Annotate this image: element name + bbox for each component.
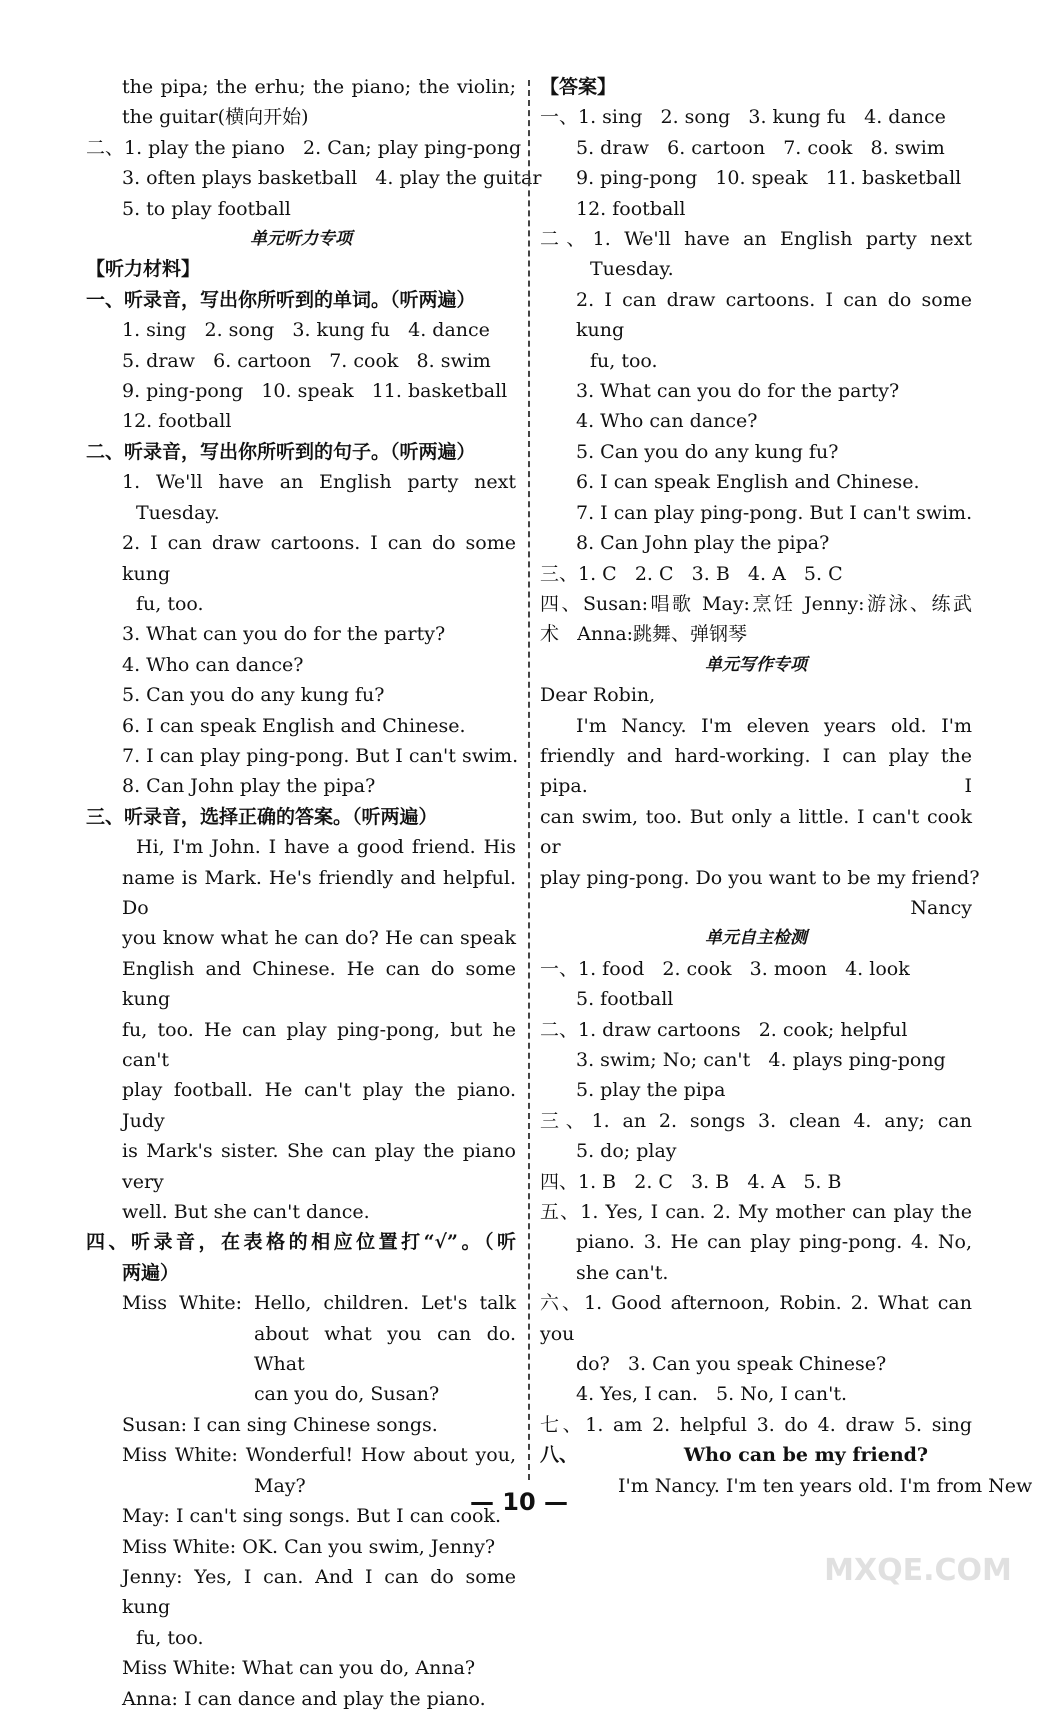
left-line: fu, too. — [136, 1626, 204, 1649]
right-line: 2. I can draw cartoons. I can do some kung — [576, 288, 972, 342]
right-line: 4. Who can dance? — [576, 410, 758, 433]
right-line: 八、 Who can be my friend? — [540, 1444, 929, 1467]
right-line: 8. Can John play the pipa? — [576, 532, 830, 555]
right-line: 3. What can you do for the party? — [576, 380, 900, 403]
right-line: 二、1. draw cartoons 2. cook; helpful — [540, 1018, 908, 1041]
right-line: 7. I can play ping-pong. But I can't swim. — [576, 501, 973, 524]
left-line: 单元听力专项 — [250, 229, 352, 250]
left-line: the pipa; the erhu; the piano; the violin; — [122, 76, 516, 98]
left-line: 二、1. play the piano 2. Can; play ping-pong — [86, 136, 522, 159]
left-line: is Mark's sister. She can play the piano very — [122, 1140, 516, 1193]
left-line: 5. draw 6. cartoon 7. cook 8. swim — [122, 349, 491, 372]
right-line: friendly and hard-working. I can play the pipa. I — [540, 744, 972, 798]
right-line: 单元写作专项 — [705, 654, 807, 675]
left-line: about what you can do. What — [254, 1322, 516, 1376]
left-line: Tuesday. — [136, 501, 220, 524]
left-line: 7. I can play ping-pong. But I can't swim. — [122, 744, 519, 767]
right-line: Nancy — [910, 896, 972, 919]
right-line: 12. football — [576, 197, 686, 220]
right-line: 一、1. food 2. cook 3. moon 4. look — [540, 957, 910, 980]
right-line: 【答案】 — [540, 76, 617, 98]
column-divider — [528, 80, 530, 1480]
left-line: 3. What can you do for the party? — [122, 623, 446, 646]
watermark-logo — [808, 1510, 1028, 1590]
left-line: 四、听录音，在表格的相应位置打“√”。（听 — [86, 1231, 516, 1254]
right-line: can swim, too. But only a little. I can't cook or — [540, 805, 972, 859]
right-line: Dear Robin, — [540, 684, 656, 707]
left-line: 1. sing 2. song 3. kung fu 4. dance — [122, 319, 490, 342]
left-line: you know what he can do? He can speak — [122, 927, 516, 950]
right-line: 七、1. am 2. helpful 3. do 4. draw 5. sing — [540, 1413, 972, 1436]
right-line: play ping-pong. Do you want to be my friend? — [540, 866, 980, 889]
left-line: 两遍） — [122, 1261, 180, 1284]
right-line: do? 3. Can you speak Chinese? — [576, 1353, 887, 1376]
right-line: 5. do; play — [576, 1140, 677, 1163]
left-line: 2. I can draw cartoons. I can do some kung — [122, 532, 516, 585]
right-line: 一、1. sing 2. song 3. kung fu 4. dance — [540, 106, 946, 129]
left-line: 【听力材料】 — [86, 258, 201, 281]
left-line: fu, too. — [136, 592, 204, 615]
left-line: Anna: I can dance and play the piano. — [122, 1687, 486, 1710]
left-line: Miss White: What can you do, Anna? — [122, 1657, 476, 1680]
right-line: 二、1. We'll have an English party next — [540, 228, 972, 251]
left-line: 9. ping-pong 10. speak 11. basketball — [122, 380, 508, 403]
right-line: I'm Nancy. I'm eleven years old. I'm — [576, 714, 972, 737]
left-line: fu, too. He can play ping-pong, but he can't — [122, 1018, 516, 1071]
left-line: Miss White: Hello, children. Let's talk — [122, 1292, 516, 1315]
left-line: 5. to play football — [122, 197, 291, 220]
right-line: she can't. — [576, 1261, 669, 1284]
left-line: Susan: I can sing Chinese songs. — [122, 1413, 438, 1436]
right-line: 三、1. C 2. C 3. B 4. A 5. C — [540, 562, 843, 585]
left-line: well. But she can't dance. — [122, 1201, 370, 1224]
left-line: 12. football — [122, 410, 232, 433]
right-line: 单元自主检测 — [705, 928, 807, 949]
right-line: 四、1. B 2. C 3. B 4. A 5. B — [540, 1170, 842, 1193]
left-line: can you do, Susan? — [254, 1383, 440, 1406]
watermark-text: MXQE.COM — [824, 1553, 1012, 1588]
right-line: 三、1. an 2. songs 3. clean 4. any; can — [540, 1109, 972, 1132]
left-line: 二、听录音，写出你所听到的句子。（听两遍） — [86, 440, 476, 463]
right-line: Tuesday. — [590, 258, 674, 281]
left-line: 3. often plays basketball 4. play the guitar — [122, 167, 542, 190]
left-line: 三、听录音，选择正确的答案。（听两遍） — [86, 805, 438, 828]
left-line: English and Chinese. He can do some kung — [122, 957, 516, 1011]
left-line: name is Mark. He's friendly and helpful. Do — [122, 866, 516, 919]
right-line: 五、1. Yes, I can. 2. My mother can play the — [540, 1201, 972, 1224]
left-line: the guitar(横向开始) — [122, 106, 309, 129]
left-line: Miss White: OK. Can you swim, Jenny? — [122, 1535, 496, 1558]
left-line: 1. We'll have an English party next — [122, 471, 516, 494]
right-line: 5. draw 6. cartoon 7. cook 8. swim — [576, 136, 945, 159]
right-line: 5. football — [576, 988, 674, 1011]
left-line: Jenny: Yes, I can. And I can do some kung — [122, 1565, 516, 1619]
right-line: 5. play the pipa — [576, 1079, 726, 1102]
left-line: 4. Who can dance? — [122, 653, 304, 676]
left-line: 6. I can speak English and Chinese. — [122, 714, 466, 737]
right-line: 3. swim; No; can't 4. plays ping-pong — [576, 1049, 946, 1071]
right-line: 5. Can you do any kung fu? — [576, 440, 839, 463]
right-line: 六、1. Good afternoon, Robin. 2. What can you — [540, 1292, 972, 1345]
left-line: May? — [254, 1474, 306, 1497]
left-line: May: I can't sing songs. But I can cook. — [122, 1505, 502, 1528]
left-line: 5. Can you do any kung fu? — [122, 684, 385, 707]
right-line: fu, too. — [590, 349, 658, 372]
left-line: 一、听录音，写出你所听到的单词。（听两遍） — [86, 288, 476, 311]
left-column — [86, 72, 542, 1714]
right-line: 术 Anna:跳舞、弹钢琴 — [540, 623, 748, 646]
right-line: 4. Yes, I can. 5. No, I can't. — [576, 1383, 848, 1406]
right-line: I'm Nancy. I'm ten years old. I'm from New — [618, 1474, 1033, 1497]
left-line: play football. He can't play the piano. Judy — [122, 1079, 516, 1132]
right-line: piano. 3. He can play ping-pong. 4. No, — [576, 1231, 972, 1254]
page-number: — 10 — — [469, 1488, 569, 1516]
left-line: 8. Can John play the pipa? — [122, 775, 376, 798]
left-line: Miss White: Wonderful! How about you, — [122, 1444, 516, 1467]
right-column — [540, 72, 1033, 1501]
right-line: 6. I can speak English and Chinese. — [576, 471, 920, 494]
right-line: 四、Susan:唱歌 May:烹饪 Jenny:游泳、练武 — [540, 592, 972, 615]
left-line: Hi, I'm John. I have a good friend. His — [136, 836, 516, 859]
right-line: 9. ping-pong 10. speak 11. basketball — [576, 167, 962, 190]
